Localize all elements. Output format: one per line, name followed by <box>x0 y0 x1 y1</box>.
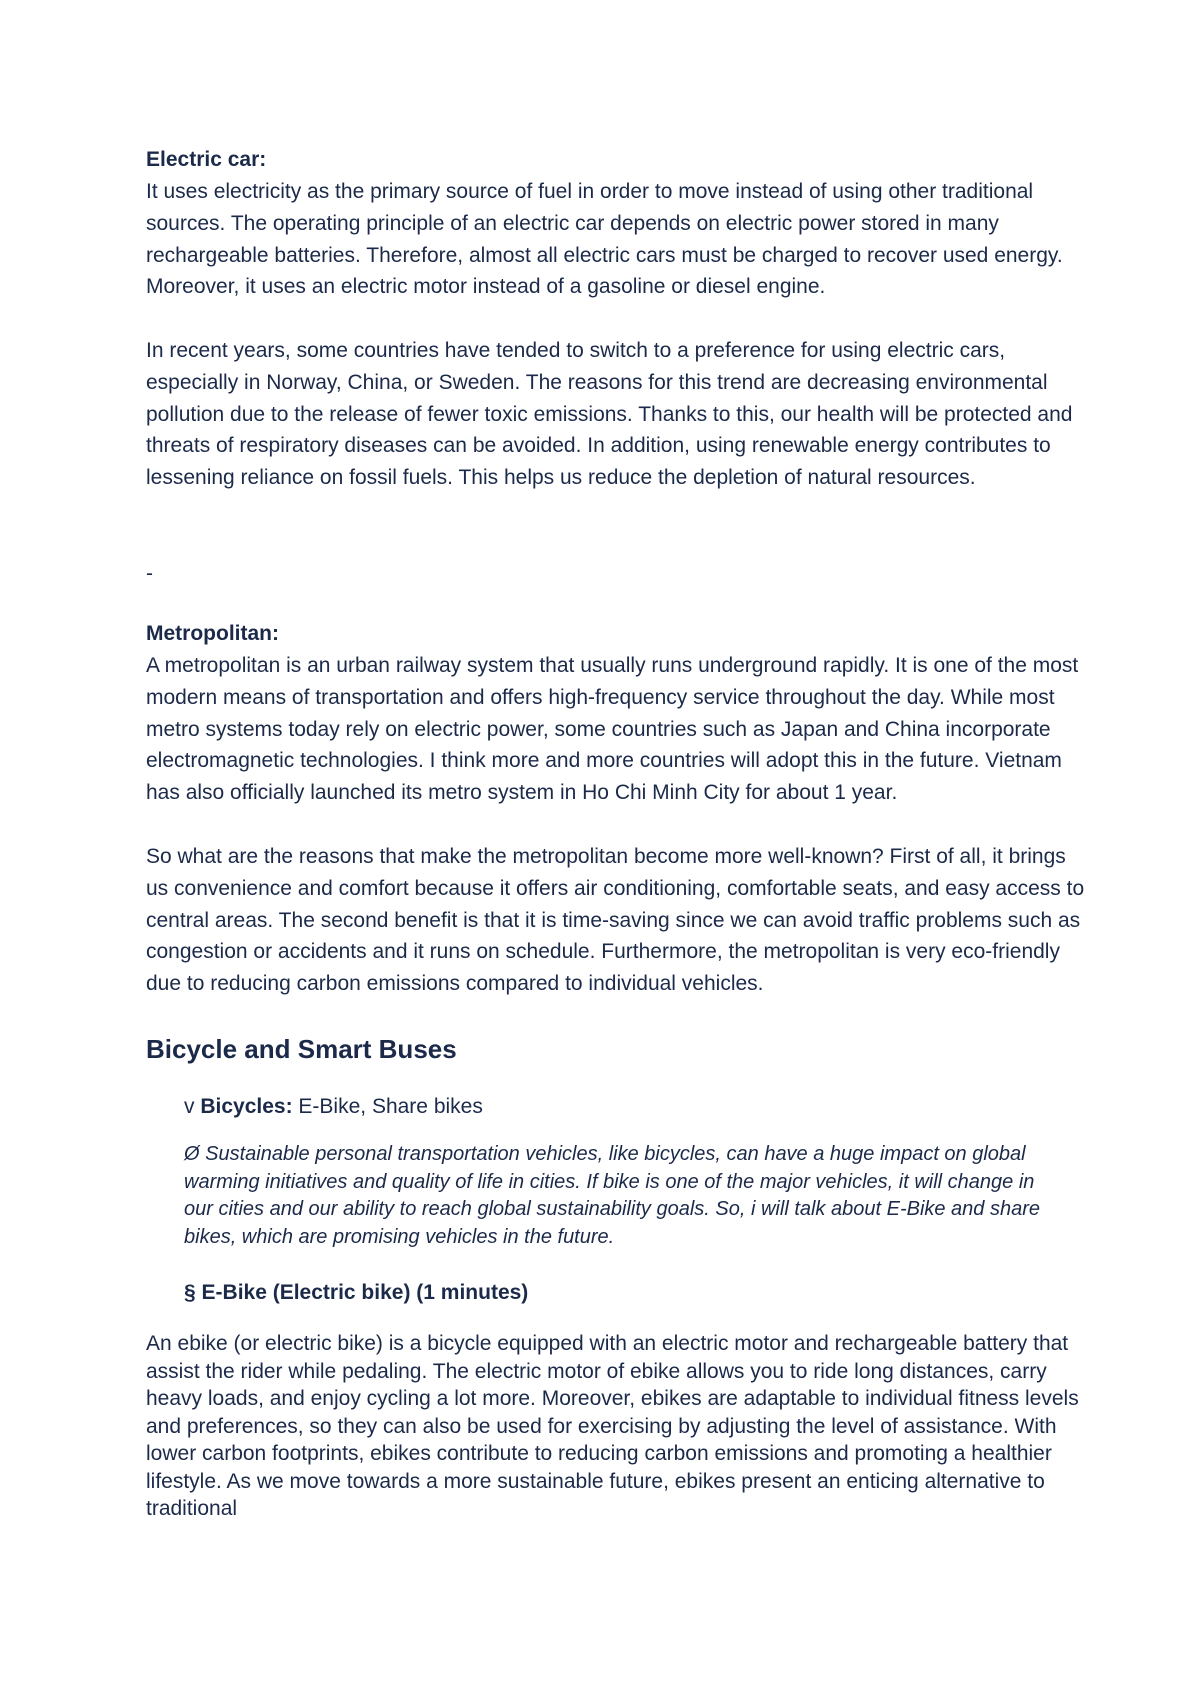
separator-dash: - <box>146 562 153 585</box>
electric-car-heading: Electric car: <box>146 148 267 171</box>
metropolitan-heading: Metropolitan: <box>146 622 279 645</box>
ebike-subheading-text: E-Bike (Electric bike) (1 minutes) <box>201 1281 529 1304</box>
bicycle-section-title: Bicycle and Smart Buses <box>146 1034 457 1064</box>
bicycles-intro-paragraph <box>184 1141 1064 1251</box>
ebike-paragraph: An ebike (or electric bike) is a bicycle equipped with an electric motor and rechargeable battery that assist the rider while pedaling. The electric motor of ebike allows you to ride long distances, carry heavy loads, and enjoy cycling a lot more. Moreover, ebikes are adaptable to individual fitness levels and preferences, so they can also be used for exercising by adjusting the level of assistance. With lower carbon footprints, ebikes contribute to reducing carbon emissions and promoting a healthier lifestyle. As we move towards a more sustainable future, ebikes present an enticing alternative to traditional <box>146 1332 1079 1520</box>
italic-marker: Ø <box>184 1143 200 1165</box>
bicycles-label: Bicycles: <box>200 1095 293 1118</box>
sub-marker: § <box>184 1281 196 1304</box>
italic-paragraph-text: Sustainable personal transportation vehicles, like bicycles, can have a huge impact on global warming initiatives and quality of life in cities. If bike is one of the major vehicles, it will change in our cities and our ability to reach global sustainability goals. So, i will talk about E-Bike and share bikes, which are promising vehicles in the future. <box>184 1143 1041 1248</box>
electric-car-paragraph-1: It uses electricity as the primary source of fuel in order to move instead of using other traditional sources. The operating principle of an electric car depends on electric power stored in many rechargeable batteries. Therefore, almost all electric cars must be charged to recover used energy. Moreover, it uses an electric motor instead of a gasoline or diesel engine. <box>146 180 1063 299</box>
metropolitan-paragraph-1: A metropolitan is an urban railway system that usually runs underground rapidly. It is one of the most modern means of transportation and offers high-frequency service throughout the day. While most metro systems today rely on electric power, some countries such as Japan and China incorporate electromagnetic technologies. I think more and more countries will adopt this in the future. Vietnam has also officially launched its metro system in Ho Chi Minh City for about 1 year. <box>146 654 1079 805</box>
bicycles-text: E-Bike, Share bikes <box>298 1095 483 1118</box>
bullet-marker: v <box>184 1095 195 1118</box>
bicycles-intro <box>184 1141 1064 1251</box>
metropolitan-paragraph-2: So what are the reasons that make the metropolitan become more well-known? First of all, it brings us convenience and comfort because it offers air conditioning, comfortable seats, and easy access to central areas. The second benefit is that it is time-saving since we can avoid traffic problems such as congestion or accidents and it runs on schedule. Furthermore, the metropolitan is very eco-friendly due to reducing carbon emissions compared to individual vehicles. <box>146 845 1085 996</box>
bicycles-bullet <box>184 1092 1084 1122</box>
electric-car-paragraph-2: In recent years, some countries have tended to switch to a preference for using electric cars, especially in Norway, China, or Sweden. The reasons for this trend are decreasing environmental pollution due to the release of fewer toxic emissions. Thanks to this, our health will be protected and threats of respiratory diseases can be avoided. In addition, using renewable energy contributes to lessening reliance on fossil fuels. This helps us reduce the depletion of natural resources. <box>146 339 1073 490</box>
ebike-subheading <box>184 1278 1064 1308</box>
